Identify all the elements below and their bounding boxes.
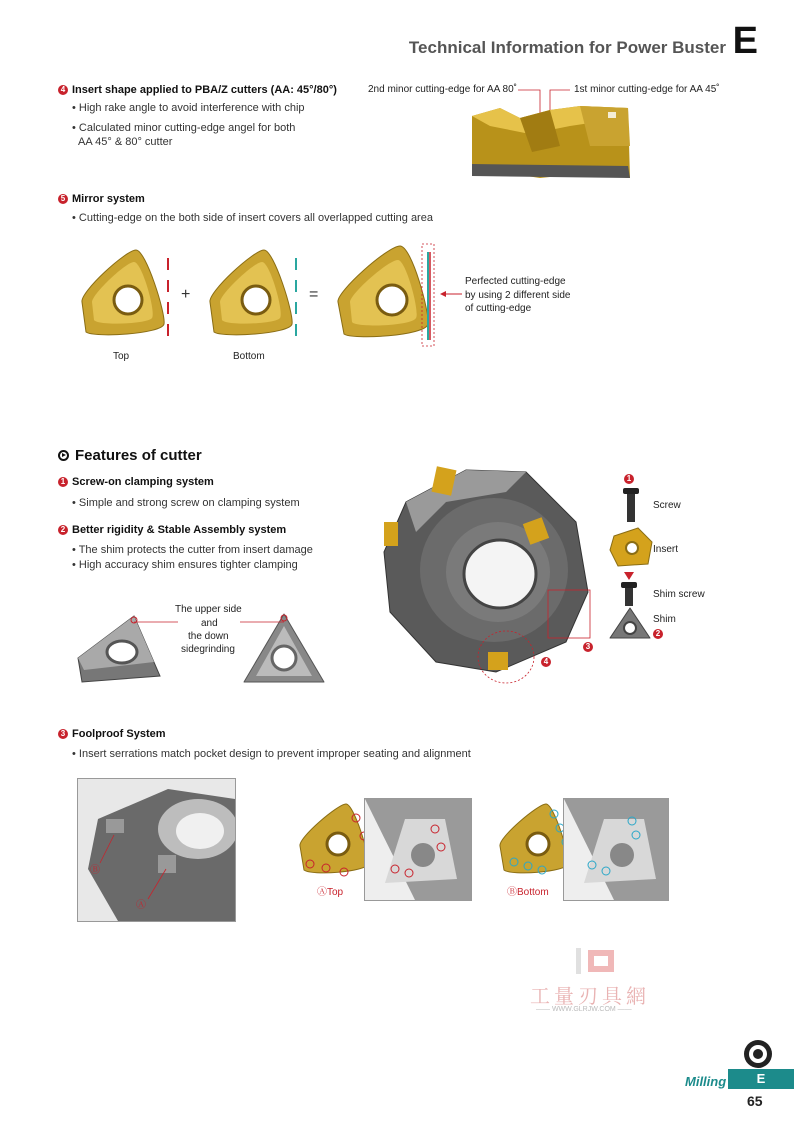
number-badge: 1 <box>58 477 68 487</box>
callout-2: 2 <box>653 629 663 639</box>
page-number: 65 <box>747 1093 763 1109</box>
arrow-left-icon <box>440 290 464 298</box>
label-shim: Shim <box>653 614 676 625</box>
mirror-note-line-1: Perfected cutting-edge <box>465 276 566 287</box>
insert-shape-bullet-3: AA 45° & 80° cutter <box>78 136 173 148</box>
watermark-text: 工量刃具網 <box>530 986 650 1008</box>
rigidity-heading: 2 Better rigidity & Stable Assembly system <box>58 524 286 536</box>
cutter-pocket-photo <box>77 778 236 922</box>
footer-chapter-tab[interactable]: E <box>728 1069 794 1089</box>
label-minor-edge-80: 2nd minor cutting-edge for AA 80˚ <box>368 84 517 95</box>
milling-cutter-icon <box>742 1038 774 1070</box>
shim-part-icon <box>608 606 652 640</box>
number-badge: 5 <box>58 194 68 204</box>
grind-note-line-2: and <box>201 618 218 629</box>
grind-note-line-1: The upper side <box>175 604 242 615</box>
equals-sign: = <box>309 286 319 303</box>
plus-sign: + <box>181 286 191 303</box>
mirror-note-line-3: of cutting-edge <box>465 303 532 314</box>
label-b: Ⓑ <box>90 865 100 876</box>
screw-icon <box>621 486 641 526</box>
insert-top-image <box>74 244 174 344</box>
insert-shape-bullet-1: • High rake angle to avoid interference with chip <box>72 102 305 114</box>
page-header-title: Technical Information for Power Buster <box>408 38 726 57</box>
callout-3: 3 <box>583 642 593 652</box>
milling-cutter-image <box>376 462 598 688</box>
screw-clamping-bullet: • Simple and strong screw on clamping system <box>72 497 300 509</box>
section-arrow-icon <box>58 450 69 461</box>
grind-note-line-4: sidegrinding <box>181 644 235 655</box>
footer-section-name: Milling <box>685 1074 727 1089</box>
insert-shape-heading: 4 Insert shape applied to PBA/Z cutters (AA: 45°/80°) <box>58 84 337 96</box>
foolproof-heading: 3 Foolproof System <box>58 728 166 740</box>
mirror-system-bullet: • Cutting-edge on the both side of insert covers all overlapped cutting area <box>72 212 433 224</box>
mirror-note-line-2: by using 2 different side <box>465 290 571 301</box>
label-screw: Screw <box>653 500 681 511</box>
callout-4: 4 <box>541 657 551 667</box>
features-section-title: Features of cutter <box>58 447 202 464</box>
pocket-top-photo <box>364 798 472 901</box>
label-a: Ⓐ <box>136 900 146 911</box>
insert-edge-closeup-image <box>460 86 640 186</box>
rigidity-bullet-1: • The shim protects the cutter from insert damage <box>72 544 313 556</box>
pocket-bottom-photo <box>563 798 669 901</box>
insert-shape-bullet-2: • Calculated minor cutting-edge angel for both <box>72 122 296 134</box>
mirror-system-heading: 5 Mirror system <box>58 193 145 205</box>
number-badge: 4 <box>58 85 68 95</box>
rigidity-bullet-2: • High accuracy shim ensures tighter clamping <box>72 559 298 571</box>
number-badge: 3 <box>58 729 68 739</box>
label-b-bottom: ⒷBottom <box>507 887 549 898</box>
insert-bottom-image <box>202 244 302 344</box>
foolproof-bullet: • Insert serrations match pocket design to prevent improper seating and alignment <box>72 748 471 760</box>
insert-combined-image <box>330 240 440 348</box>
insert-part-icon <box>608 526 656 570</box>
label-insert: Insert <box>653 544 679 555</box>
watermark-logo-icon <box>574 946 620 976</box>
grind-note-line-3: the down <box>188 631 229 642</box>
screw-clamping-heading: 1 Screw-on clamping system <box>58 476 214 488</box>
label-top: Top <box>113 351 130 362</box>
callout-1: 1 <box>624 474 634 484</box>
number-badge: 2 <box>58 525 68 535</box>
label-a-top: ⒶTop <box>317 887 344 898</box>
watermark-url: —— WWW.GLRJW.COM —— <box>536 1006 632 1013</box>
shim-screw-icon <box>618 570 640 610</box>
chapter-letter: E <box>732 20 758 62</box>
label-shim-screw: Shim screw <box>653 589 705 600</box>
label-minor-edge-45: 1st minor cutting-edge for AA 45˚ <box>574 84 720 95</box>
label-bottom: Bottom <box>233 351 265 362</box>
